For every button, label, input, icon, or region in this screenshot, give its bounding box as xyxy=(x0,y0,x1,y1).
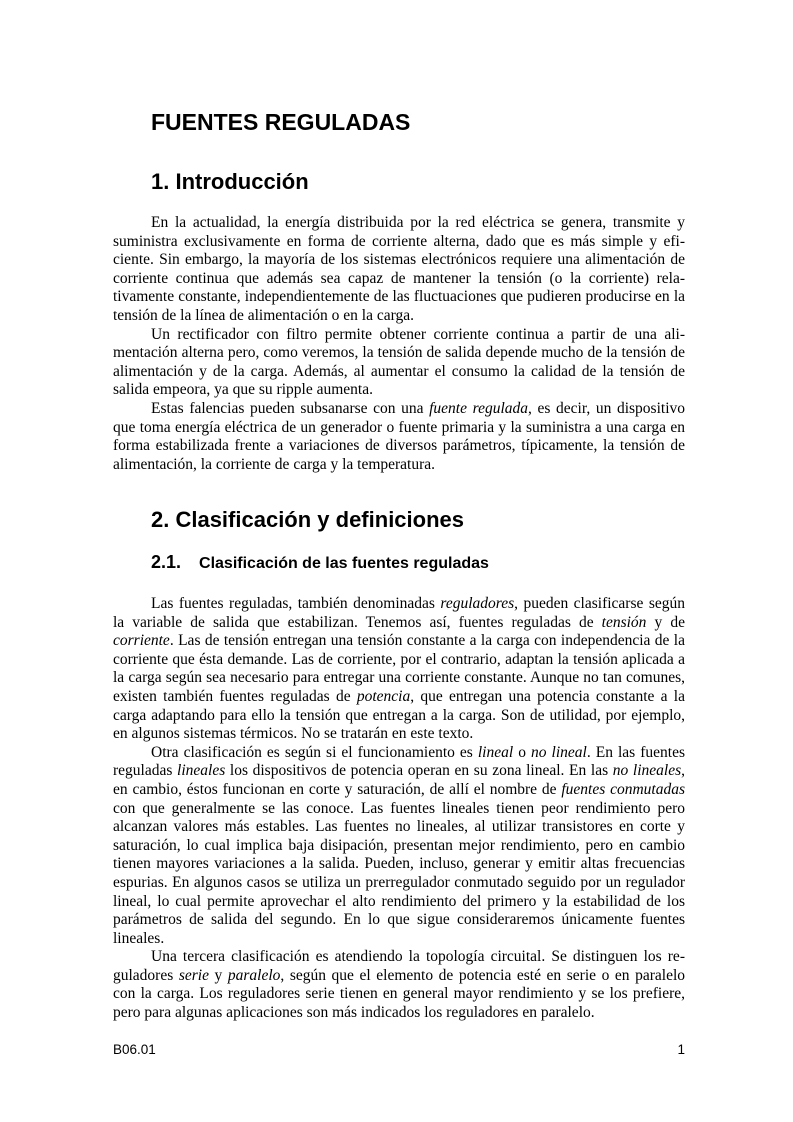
footer-document-code: B06.01 xyxy=(113,1042,156,1057)
subsection-title: Clasificación de las fuentes reguladas xyxy=(199,555,489,572)
paragraph: En la actualidad, la energía distribuida por la red eléctrica se genera, transmite y suministra exclusivamente en forma de corriente alterna, dado que es más simple y eficiente. Sin embargo, la mayoría de los sistemas electrónicos requiere una alimentación de corriente continua que además sea capaz de mantener la tensión (o la corriente) relativamente constante, independientemente de las fluctuaciones que pudieren producirse en la tensión de la línea de alimentación o en la carga. xyxy=(113,214,685,324)
subsection-2-1-heading xyxy=(151,552,489,573)
paragraph: Otra clasificación es según si el funcionamiento es lineal o no lineal. En las fuentes reguladas lineales los dispositivos de potencia operan en su zona lineal. En las no lineales, en cambio, éstos funcionan en corte y saturación, de allí el nombre de fuentes conmutadas con que generalmente se las conoce. Las fuentes lineales tienen peor rendimiento pero alcanzan valores más estables. Las fuentes no lineales, al utilizar transistores en corte y saturación, lo cual implica baja disipación, presentan mejor rendimiento, pero en cambio tienen mayores variaciones a la salida. Pueden, incluso, generar y emitir altas frecuencias espurias. En algunos casos se utiliza un prerregulador conmutado seguido por un regulador lineal, lo cual permite aprovechar el alto rendimiento del primero y la estabilidad de los parámetros de salida del segundo. En lo que sigue consideraremos únicamente fuentes lineales. xyxy=(113,743,686,947)
section-2-body xyxy=(113,595,685,1023)
paragraph: Una tercera clasificación es atendiendo la topología circuital. Se distinguen los reguladores serie y paralelo, según que el elemento de potencia esté en serie o en paralelo con la carga. Los reguladores serie tienen en general mayor rendimiento y se los prefiere, pero para algunas aplicaciones son más indicados los reguladores en paralelo. xyxy=(113,948,685,1022)
paragraph: Un rectificador con filtro permite obtener corriente continua a partir de una alimentación alterna pero, como veremos, la tensión de salida depende mucho de la tensión de alimentación y de la carga. Además, al aumentar el consumo la calidad de la tensión de salida empeora, ya que su ripple aumenta. xyxy=(113,325,685,399)
section-1-body xyxy=(113,214,685,474)
section-2-heading: 2. Clasificación y definiciones xyxy=(151,507,464,532)
paragraph: Las fuentes reguladas, también denominadas reguladores, pueden clasificarse según la variable de salida que estabilizan. Tenemos así, fuentes reguladas de tensión y de corriente. Las de tensión entregan una tensión constante a la carga con independencia de la corriente que ésta demande. Las de corriente, por el contrario, adaptan la tensión aplicada a la carga según sea necesario para entregar una corriente constante. Aunque no tan comunes, existen también fuentes reguladas de potencia, que entregan una potencia constante a la carga adaptando para ello la tensión que entregan a la carga. Son de utilidad, por ejemplo, en algunos sistemas térmicos. No se tratarán en este texto. xyxy=(113,595,685,743)
subsection-number: 2.1. xyxy=(151,552,182,572)
section-1-heading: 1. Introducción xyxy=(151,169,309,194)
document-title: FUENTES REGULADAS xyxy=(151,109,411,135)
footer-page-number: 1 xyxy=(677,1042,685,1057)
paragraph: Estas falencias pueden subsanarse con una fuente regulada, es decir, un dispositivo que toma energía eléctrica de un generador o fuente primaria y la suministra a una carga en forma estabilizada frente a variaciones de diversos parámetros, típicamente, la tensión de alimentación, la corriente de carga y la temperatura. xyxy=(113,399,685,473)
page-footer xyxy=(113,1042,685,1057)
